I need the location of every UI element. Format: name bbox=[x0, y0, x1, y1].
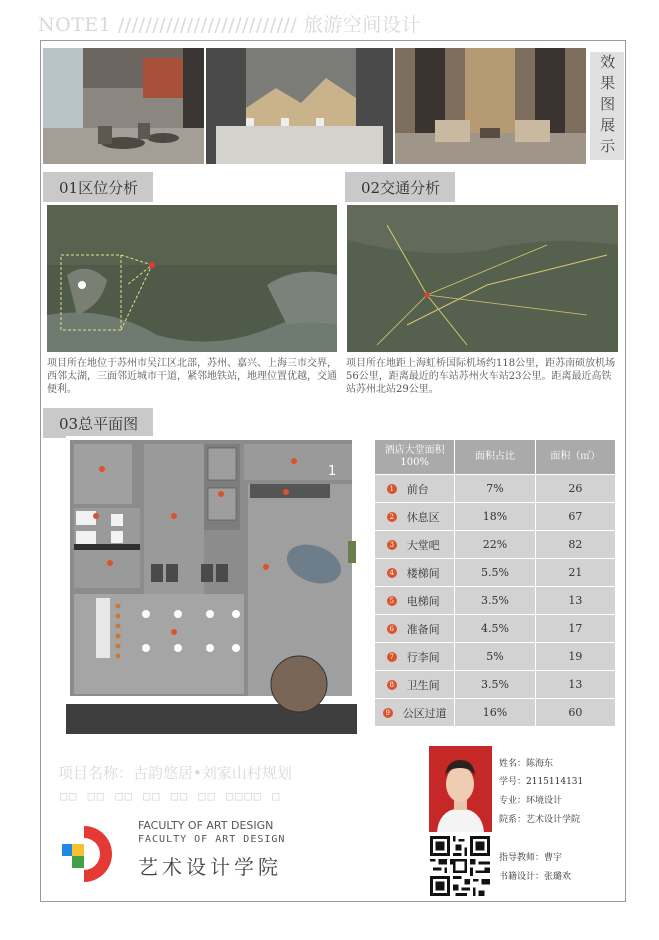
table-cell-area: 17 bbox=[535, 615, 615, 643]
project-subtitle: □□ □□ □□ □□ □□ □□ □□□□ □ bbox=[60, 789, 282, 803]
table-cell-ratio: 18% bbox=[455, 503, 535, 531]
table-cell-ratio: 7% bbox=[455, 475, 535, 503]
room-number-badge: 6 bbox=[387, 624, 397, 634]
table-cell-name: 3 大堂吧 bbox=[375, 531, 455, 559]
table-row bbox=[375, 643, 616, 671]
room-number-badge: 7 bbox=[387, 652, 397, 662]
logo-english-name: FACULTY OF ART DESIGN bbox=[138, 819, 274, 832]
table-cell-ratio: 5% bbox=[455, 643, 535, 671]
table-cell-area: 19 bbox=[535, 643, 615, 671]
room-number-badge: 4 bbox=[387, 568, 397, 578]
table-cell-area: 21 bbox=[535, 559, 615, 587]
table-cell-name: 7 行李间 bbox=[375, 643, 455, 671]
table-cell-ratio: 5.5% bbox=[455, 559, 535, 587]
advisor: 指导教师：曹宇 bbox=[499, 853, 563, 863]
table-cell-ratio: 16% bbox=[455, 699, 535, 727]
header-slashes: ////////////////////////// bbox=[117, 14, 298, 36]
table-cell-name: 6 准备间 bbox=[375, 615, 455, 643]
room-number-badge: 9 bbox=[383, 708, 393, 718]
table-cell-area: 82 bbox=[535, 531, 615, 559]
table-cell-area: 13 bbox=[535, 587, 615, 615]
table-row bbox=[375, 503, 616, 531]
table-row bbox=[375, 559, 616, 587]
table-row bbox=[375, 699, 616, 727]
table-header-row bbox=[375, 440, 616, 475]
table-cell-name: 5 电梯间 bbox=[375, 587, 455, 615]
table-row bbox=[375, 671, 616, 699]
table-cell-name: 1 前台 bbox=[375, 475, 455, 503]
floor-plan bbox=[66, 436, 357, 734]
room-number-badge: 1 bbox=[387, 484, 397, 494]
table-cell-name: 8 卫生间 bbox=[375, 671, 455, 699]
table-cell-name: 2 休息区 bbox=[375, 503, 455, 531]
student-school: 院系：艺术设计学院 bbox=[499, 815, 581, 825]
table-header-ratio: 面积占比 bbox=[455, 440, 535, 475]
table-cell-area: 67 bbox=[535, 503, 615, 531]
table-header-area: 面积（㎡） bbox=[535, 440, 615, 475]
table-cell-name: 9 公区过道 bbox=[375, 699, 455, 727]
table-cell-area: 26 bbox=[535, 475, 615, 503]
location-description: 项目所在地位于苏州市吴江区北部，苏州、嘉兴、上海三市交界，西邻太湖，三面邻近城市干道，紧邻地铁站，地理位置优越，交通便利。 bbox=[47, 358, 337, 395]
traffic-map bbox=[347, 205, 618, 352]
render-photo-reception bbox=[206, 48, 393, 164]
section-traffic-title: 02交通分析 bbox=[345, 172, 455, 202]
logo-english-name-2: FACULTY OF ART DESIGN bbox=[138, 834, 286, 845]
effect-display-tag: 效果图展示 bbox=[590, 52, 624, 160]
render-photo-waiting-area bbox=[395, 48, 586, 164]
room-number-badge: 3 bbox=[387, 540, 397, 550]
book-designer: 书籍设计：张璐欢 bbox=[499, 872, 572, 882]
plan-marker-label: 1 bbox=[328, 464, 337, 479]
area-table bbox=[374, 439, 616, 727]
qr-code-icon bbox=[430, 836, 490, 896]
table-cell-area: 60 bbox=[535, 699, 615, 727]
table-cell-ratio: 3.5% bbox=[455, 587, 535, 615]
table-header-space: 酒店大堂面积100% bbox=[375, 440, 455, 475]
student-name: 姓名：陈海东 bbox=[499, 759, 554, 769]
table-row bbox=[375, 531, 616, 559]
section-plan-title: 03总平面图 bbox=[43, 408, 153, 438]
student-id: 学号：2115114131 bbox=[499, 777, 584, 787]
table-row bbox=[375, 475, 616, 503]
table-row bbox=[375, 615, 616, 643]
table-cell-name: 4 楼梯间 bbox=[375, 559, 455, 587]
room-number-badge: 5 bbox=[387, 596, 397, 606]
student-photo bbox=[429, 746, 492, 832]
project-title: 项目名称：古韵悠居•刘家山村规划 bbox=[58, 764, 292, 782]
faculty-logo-icon bbox=[60, 822, 124, 886]
table-cell-area: 13 bbox=[535, 671, 615, 699]
page-header bbox=[38, 10, 421, 37]
location-map bbox=[47, 205, 337, 352]
logo-chinese-name: 艺术设计学院 bbox=[138, 855, 282, 879]
section-location-title: 01区位分析 bbox=[43, 172, 153, 202]
table-cell-ratio: 3.5% bbox=[455, 671, 535, 699]
table-cell-ratio: 4.5% bbox=[455, 615, 535, 643]
student-major: 专业：环境设计 bbox=[499, 796, 563, 806]
room-number-badge: 2 bbox=[387, 512, 397, 522]
table-row bbox=[375, 587, 616, 615]
header-prefix: NOTE1 bbox=[38, 14, 112, 36]
room-number-badge: 8 bbox=[387, 680, 397, 690]
render-photo-lounge bbox=[43, 48, 204, 164]
traffic-description: 项目所在地距上海虹桥国际机场约118公里，距苏南硕放机场56公里，距离最近的车站苏州火车站23公里。距离最近高铁站苏州北站29公里。 bbox=[346, 358, 616, 395]
table-cell-ratio: 22% bbox=[455, 531, 535, 559]
header-title: 旅游空间设计 bbox=[303, 14, 421, 36]
